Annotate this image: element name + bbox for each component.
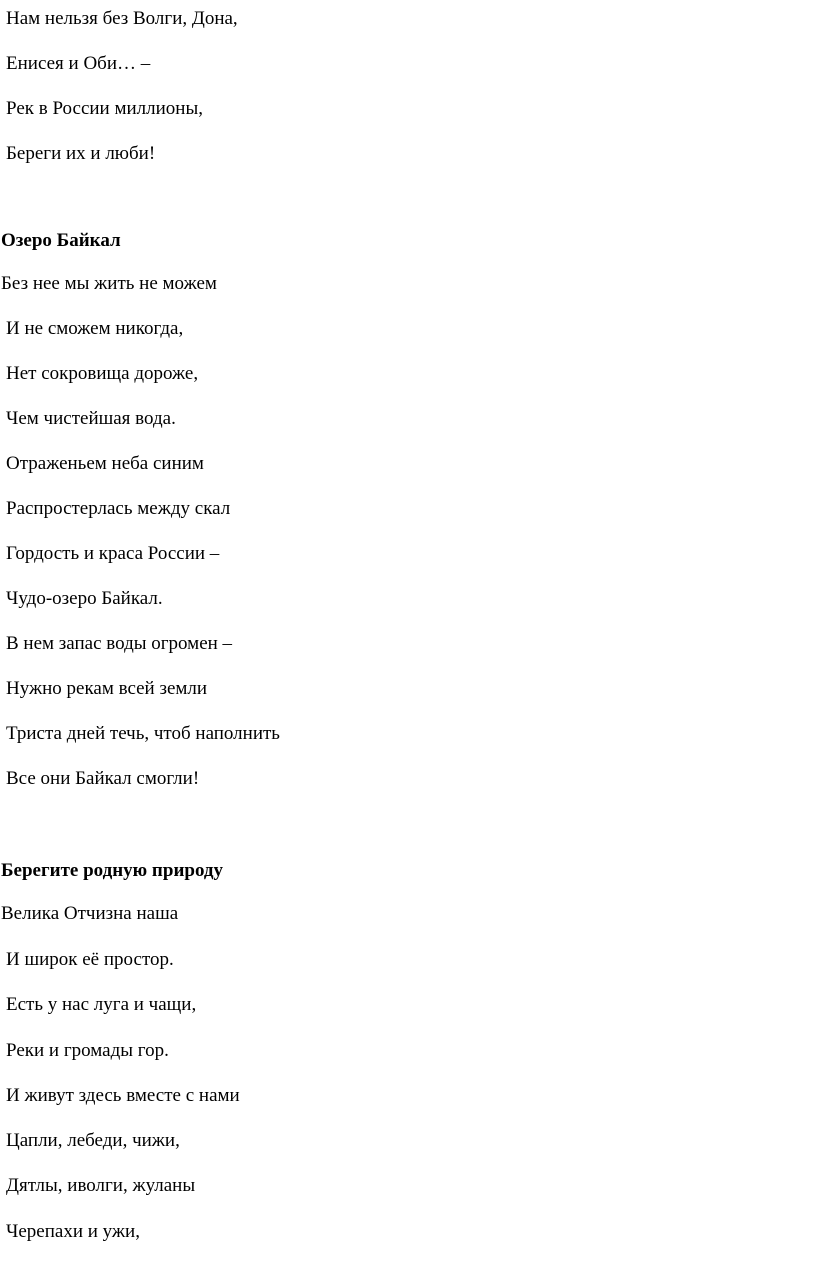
poem-line: Реки и громады гор. <box>6 1040 169 1061</box>
poem-line: Отраженьем неба синим <box>6 453 204 474</box>
poem-title: Озеро Байкал <box>1 230 121 251</box>
poem-line: Береги их и люби! <box>6 143 156 164</box>
poem-line: Черепахи и ужи, <box>6 1221 140 1242</box>
poem-line: И живут здесь вместе с нами <box>6 1085 240 1106</box>
poem-line: Все они Байкал смогли! <box>6 768 200 789</box>
poem-line: Нужно рекам всей земли <box>6 678 208 699</box>
poem-line: Чем чистейшая вода. <box>6 408 176 429</box>
poem-line: Рек в России миллионы, <box>6 98 203 119</box>
poem-line: Триста дней течь, чтоб наполнить <box>6 723 280 744</box>
poem-line: И не сможем никогда, <box>6 318 184 339</box>
poem-line: Без нее мы жить не можем <box>1 273 217 294</box>
poem-line: Чудо-озеро Байкал. <box>6 588 163 609</box>
poem-line: В нем запас воды огромен – <box>6 633 233 654</box>
poem-title: Берегите родную природу <box>1 860 224 881</box>
poem-line: Цапли, лебеди, чижи, <box>6 1130 180 1151</box>
poem-line: Есть у нас луга и чащи, <box>6 994 197 1015</box>
poem-line: Велика Отчизна наша <box>1 903 179 924</box>
poem-line: Гордость и краса России – <box>6 543 220 564</box>
poem-line: И широк её простор. <box>6 949 174 970</box>
poem-line: Енисея и Оби… – <box>6 53 151 74</box>
poem-line: Нет сокровища дороже, <box>6 363 199 384</box>
poem-line: Дятлы, иволги, жуланы <box>6 1175 196 1196</box>
poem-line: Распростерлась между скал <box>6 498 231 519</box>
poem-line: Нам нельзя без Волги, Дона, <box>6 8 238 29</box>
